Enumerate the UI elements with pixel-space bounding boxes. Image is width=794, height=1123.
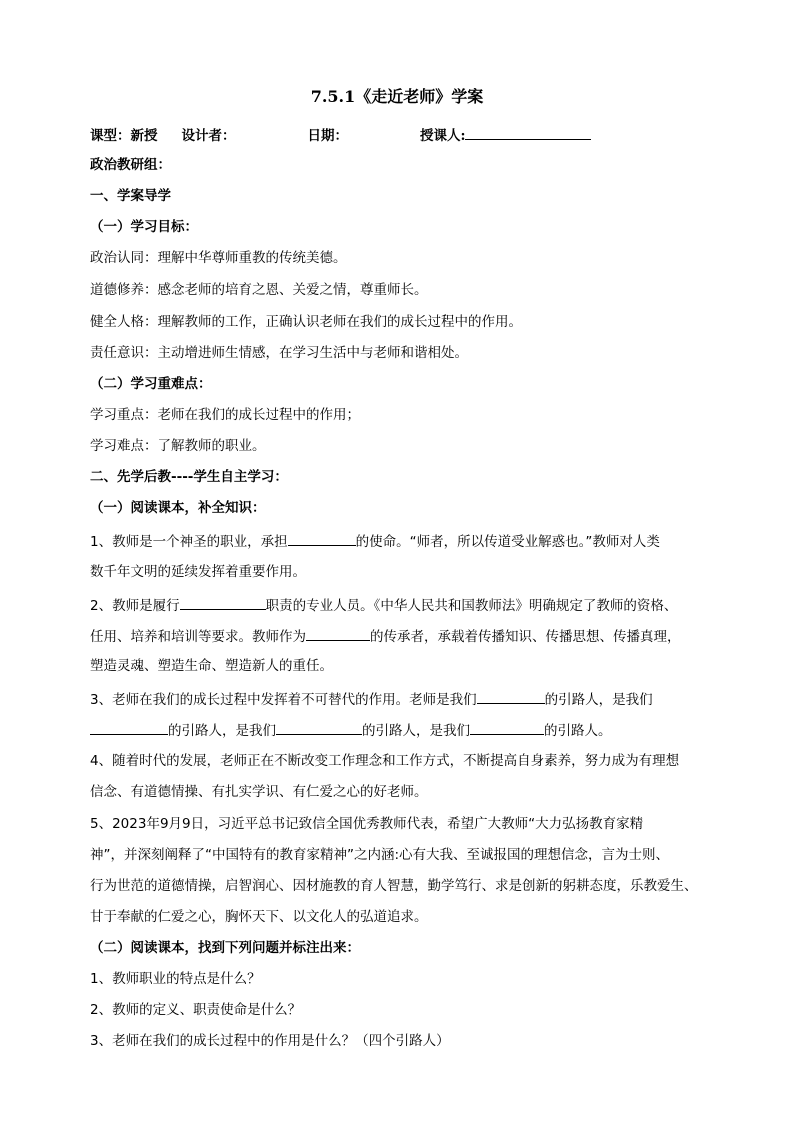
section-heading-1: 一、学案导学: [90, 188, 171, 204]
paragraph-5-line-3: 行为世范的道德情操，启智润心、因材施教的育人智慧，勤学笃行、求是创新的躬耕态度，乐教爱生、: [90, 878, 698, 894]
question-2: 2、教师的定义、职责使命是什么？: [90, 1002, 302, 1018]
teacher-blank[interactable]: [465, 124, 591, 140]
goal-political: 政治认同：理解中华尊师重教的传统美德。: [90, 250, 347, 266]
paragraph-5-line-1: 5、2023年9月9日，习近平总书记致信全国优秀教师代表，希望广大教师“大力弘扬教育家精: [90, 816, 644, 832]
fill-blank-6[interactable]: [276, 719, 362, 735]
question-1: 1、教师职业的特点是什么？: [90, 971, 261, 987]
teacher-label: 授课人:: [420, 128, 466, 144]
subsection-read: （一）阅读课本，补全知识：: [90, 500, 266, 516]
paragraph-1-line-2: 数千年文明的延续发挥着重要作用。: [90, 564, 306, 580]
lesson-type: 课型：新授: [90, 128, 158, 144]
subsection-questions: （二）阅读课本，找到下列问题并标注出来：: [90, 940, 360, 956]
paragraph-3-line-1: 3、老师在我们的成长过程中发挥着不可替代的作用。老师是我们 的引路人，是我们: [90, 688, 653, 710]
goal-responsibility: 责任意识：主动增进师生情感，在学习生活中与老师和谐相处。: [90, 345, 468, 361]
paragraph-1-line-1: 1、教师是一个神圣的职业，承担 的使命。“师者，所以传道受业解惑也。”教师对人类: [90, 530, 660, 552]
paragraph-5-line-2: 神”，并深刻阐释了“中国特有的教育家精神”之内涵:心有大我、至诚报国的理想信念，言为士则、: [90, 847, 670, 863]
section-heading-2: 二、先学后教----学生自主学习：: [90, 469, 288, 485]
fill-blank-2[interactable]: [180, 594, 266, 610]
paragraph-4-line-2: 信念、有道德情操、有扎实学识、有仁爱之心的好老师。: [90, 784, 428, 800]
document-title: 7.5.1《走近老师》学案: [310, 87, 484, 106]
paragraph-2-line-2: 任用、培养和培训等要求。教师作为 的传承者，承载着传播知识、传播思想、传播真理，: [90, 625, 681, 647]
goal-personality: 健全人格：理解教师的工作，正确认识老师在我们的成长过程中的作用。: [90, 314, 522, 330]
fill-blank-1[interactable]: [288, 530, 356, 546]
fill-blank-4[interactable]: [477, 688, 545, 704]
paragraph-4-line-1: 4、随着时代的发展，老师正在不断改变工作理念和工作方式，不断提高自身素养，努力成为有理想: [90, 753, 680, 769]
paragraph-2-line-3: 塑造灵魂、塑造生命、塑造新人的重任。: [90, 658, 333, 674]
paragraph-3-line-2: 的引路人，是我们 的引路人，是我们 的引路人。: [90, 719, 612, 741]
paragraph-5-line-4: 甘于奉献的仁爱之心，胸怀天下、以文化人的弘道追求。: [90, 909, 428, 925]
group-label: 政治教研组：: [90, 157, 171, 173]
key-point: 学习重点：老师在我们的成长过程中的作用；: [90, 407, 360, 423]
designer-label: 设计者：: [181, 128, 236, 144]
fill-blank-3[interactable]: [306, 625, 370, 641]
fill-blank-7[interactable]: [470, 719, 544, 735]
difficult-point: 学习难点：了解教师的职业。: [90, 438, 266, 454]
paragraph-2-line-1: 2、教师是履行 职责的专业人员。《中华人民共和国教师法》明确规定了教师的资格、: [90, 594, 677, 616]
goal-moral: 道德修养：感念老师的培育之恩、关爱之情，尊重师长。: [90, 282, 428, 298]
question-3: 3、老师在我们的成长过程中的作用是什么？（四个引路人）: [90, 1033, 450, 1049]
subsection-goals: （一）学习目标：: [90, 219, 198, 235]
meta-row: [90, 124, 591, 146]
date-label: 日期：: [307, 128, 348, 144]
subsection-key-points: （二）学习重难点：: [90, 376, 212, 392]
fill-blank-5[interactable]: [90, 719, 168, 735]
